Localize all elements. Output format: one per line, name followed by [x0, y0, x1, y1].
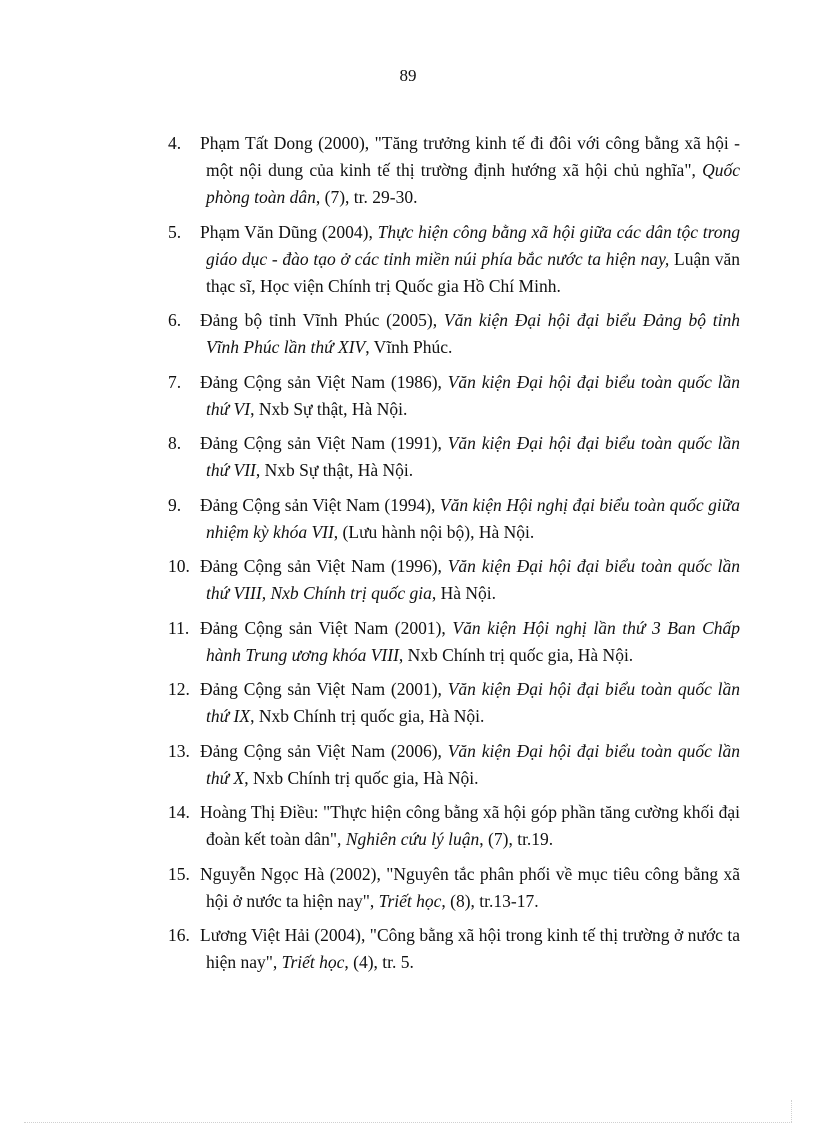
reference-number: 11.: [168, 617, 190, 638]
reference-item: [136, 553, 740, 607]
reference-text: , (8), tr.13-17.: [441, 890, 539, 911]
reference-item: [136, 861, 740, 915]
reference-item: [136, 922, 740, 976]
reference-text: Đảng bộ tỉnh Vĩnh Phúc (2005),: [200, 310, 444, 330]
reference-number: 6.: [168, 310, 182, 330]
reference-text: , Nxb Chính trị quốc gia, Hà Nội.: [244, 767, 479, 788]
reference-text: , Nxb Sự thật, Hà Nội.: [250, 398, 408, 419]
reference-text: Nguyễn Ngọc Hà (2002), "Nguyên tắc phân phối về mục tiêu công bằng xã hội ở nước ta hiện nay",: [200, 863, 740, 911]
reference-text: Phạm Văn Dũng (2004),: [200, 221, 378, 242]
reference-text: Đảng Cộng sản Việt Nam (2001),: [200, 679, 448, 699]
reference-text: Lương Việt Hải (2004), "Công bằng xã hội trong kinh tế thị trường ở nước ta hiện nay",: [200, 925, 740, 972]
reference-item: [136, 369, 740, 423]
reference-number: 14.: [168, 802, 190, 822]
reference-title-italic: Văn kiện Đại hội đại biểu toàn quốc lần thứ X: [206, 740, 741, 788]
reference-text: Luận văn thạc sĩ, Học viện Chính trị Quốc gia Hồ Chí Minh.: [206, 248, 740, 296]
reference-title-italic: Văn kiện Hội nghị lần thứ 3 Ban Chấp hành Trung ương khóa VIII: [206, 617, 740, 665]
reference-item: [136, 492, 740, 546]
reference-title-italic: Văn kiện Đại hội đại biểu toàn quốc lần thứ VIII, Nxb Chính trị quốc gia: [206, 556, 741, 603]
reference-number: 15.: [168, 863, 190, 884]
reference-number: 10.: [168, 556, 190, 576]
reference-number: 5.: [168, 221, 182, 242]
reference-item: [136, 307, 740, 361]
reference-text: , Nxb Chính trị quốc gia, Hà Nội.: [250, 706, 485, 726]
reference-text: Phạm Tất Dong (2000), "Tăng trưởng kinh tế đi đôi với công bằng xã hội - một nội dung của kinh tế thị trường định hướng xã hội chủ nghĩa",: [200, 133, 740, 180]
reference-text: Đảng Cộng sản Việt Nam (2006),: [200, 740, 448, 761]
reference-title-italic: Văn kiện Đại hội đại biểu Đảng bộ tỉnh Vĩnh Phúc lần thứ XIV: [206, 310, 740, 357]
reference-title-italic: Thực hiện công bằng xã hội giữa các dân tộc trong giáo dục - đào tạo ở các tỉnh miền núi phía bắc nước ta hiện nay,: [206, 221, 740, 269]
reference-text: Đảng Cộng sản Việt Nam (1994),: [200, 494, 440, 515]
reference-title-italic: Văn kiện Đại hội đại biểu toàn quốc lần thứ VII: [206, 433, 741, 480]
reference-list: [136, 130, 740, 984]
reference-text: Đảng Cộng sản Việt Nam (2001),: [200, 617, 453, 638]
reference-title-italic: Văn kiện Đại hội đại biểu toàn quốc lần thứ IX: [206, 679, 741, 726]
reference-title-italic: Văn kiện Đại hội đại biểu toàn quốc lần thứ VI: [206, 371, 741, 419]
reference-text: , Vĩnh Phúc.: [365, 337, 453, 357]
reference-number: 13.: [168, 740, 190, 761]
reference-title-italic: Triết học: [281, 952, 345, 972]
reference-number: 16.: [168, 925, 190, 945]
reference-item: [136, 219, 740, 300]
reference-text: Đảng Cộng sản Việt Nam (1986),: [200, 371, 448, 392]
reference-text: , Hà Nội.: [431, 583, 496, 603]
reference-title-italic: Nghiên cứu lý luận: [345, 829, 480, 849]
reference-title-italic: Triết học: [378, 890, 442, 911]
reference-title-italic: Quốc phòng toàn dân: [206, 160, 740, 207]
reference-item: [136, 130, 740, 211]
page-corner-divider: [791, 1100, 792, 1122]
reference-text: , (7), tr. 29-30.: [315, 187, 418, 207]
reference-number: 4.: [168, 133, 182, 153]
reference-text: , Nxb Sự thật, Hà Nội.: [255, 460, 414, 480]
reference-text: , (7), tr.19.: [479, 829, 554, 849]
reference-number: 12.: [168, 679, 190, 699]
reference-item: [136, 799, 740, 853]
reference-text: , Nxb Chính trị quốc gia, Hà Nội.: [398, 644, 634, 665]
reference-number: 8.: [168, 433, 182, 453]
reference-number: 9.: [168, 494, 182, 515]
reference-number: 7.: [168, 371, 182, 392]
reference-item: [136, 738, 740, 792]
page-number: 89: [399, 66, 417, 85]
reference-text: , (4), tr. 5.: [344, 952, 414, 972]
reference-item: [136, 676, 740, 730]
reference-text: Đảng Cộng sản Việt Nam (1996),: [200, 556, 448, 576]
reference-item: [136, 430, 740, 484]
reference-text: , (Lưu hành nội bộ), Hà Nội.: [333, 521, 535, 542]
reference-title-italic: Văn kiện Hội nghị đại biểu toàn quốc giữa nhiệm kỳ khóa VII: [206, 494, 741, 542]
reference-text: Hoàng Thị Điều: "Thực hiện công bằng xã hội góp phần tăng cường khối đại đoàn kết toàn dân",: [200, 802, 740, 849]
reference-text: Đảng Cộng sản Việt Nam (1991),: [200, 433, 448, 453]
reference-item: [136, 615, 740, 669]
